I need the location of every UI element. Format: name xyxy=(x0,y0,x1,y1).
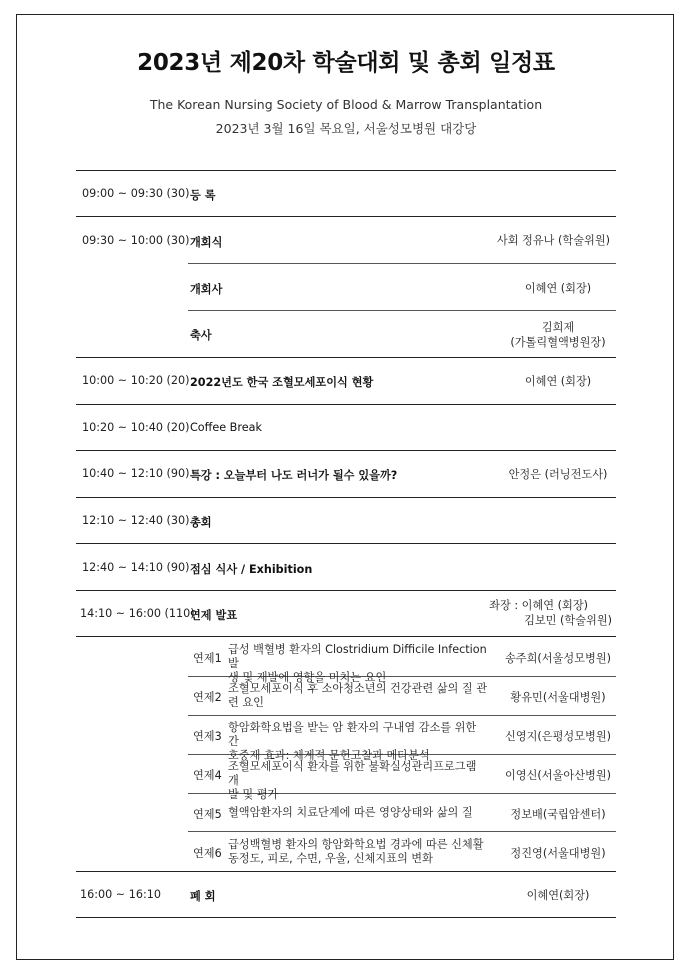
talk-speaker: 정보배(국립암센터) xyxy=(510,808,606,821)
divider xyxy=(76,917,616,918)
chair-name: 김보민 (학술위원) xyxy=(524,614,612,627)
schedule-time: 09:30 ~ 10:00 (30) xyxy=(82,234,190,247)
talk-speaker: 송주희(서울성모병원) xyxy=(505,652,611,665)
schedule-title: Coffee Break xyxy=(190,421,262,434)
talk-title: 급성 백혈병 환자의 Clostridium Difficile Infection 발 생 및 재발에 영향을 미치는 요인 xyxy=(228,643,487,684)
schedule-title: 총회 xyxy=(190,516,212,529)
schedule-time: 10:20 ~ 10:40 (20) xyxy=(82,421,190,434)
schedule-speaker: 사회 정유나 (학술위원) xyxy=(496,234,610,247)
society-name: The Korean Nursing Society of Blood & Marrow Transplantation xyxy=(149,97,543,112)
talk-speaker: 황유민(서울대병원) xyxy=(510,691,606,704)
talk-title: 조혈모세포이식 후 소아청소년의 건강관련 삶의 질 관 련 요인 xyxy=(228,682,488,709)
schedule-time: 10:40 ~ 12:10 (90) xyxy=(82,467,190,480)
talk-speaker: 정진영(서울대병원) xyxy=(510,847,606,860)
schedule-time: 09:00 ~ 09:30 (30) xyxy=(82,187,190,200)
schedule-title: 2022년도 한국 조혈모세포이식 현황 xyxy=(190,376,374,389)
talk-speaker: 이영신(서울아산병원) xyxy=(505,769,611,782)
talk-number: 연제4 xyxy=(193,769,222,782)
schedule-speaker: 이혜연(회장) xyxy=(526,889,590,902)
talk-number: 연제1 xyxy=(193,652,222,665)
schedule-title: 폐 회 xyxy=(190,890,216,903)
divider xyxy=(188,263,616,264)
divider xyxy=(76,404,616,405)
date-venue: 2023년 3월 16일 목요일, 서울성모병원 대강당 xyxy=(215,121,477,136)
talk-title: 혈액암환자의 치료단계에 따른 영양상태와 삶의 질 xyxy=(228,806,473,819)
schedule-title: 개회사 xyxy=(190,283,223,296)
divider xyxy=(188,310,616,311)
schedule-title: 특강 : 오늘부터 나도 러너가 될수 있을까? xyxy=(190,469,398,482)
talk-number: 연제2 xyxy=(193,691,222,704)
schedule-speaker: 이혜연 (회장) xyxy=(524,282,592,295)
schedule-title: 점심 식사 / Exhibition xyxy=(190,563,313,576)
schedule-title: 등 록 xyxy=(190,189,216,202)
divider xyxy=(76,170,616,171)
divider xyxy=(76,450,616,451)
page-title: 2023년 제20차 학술대회 및 총회 일정표 xyxy=(137,50,555,76)
divider xyxy=(76,590,616,591)
talk-title: 항암화학요법을 받는 암 환자의 구내염 감소를 위한 간 호중재 효과: 체계적 문헌고찰과 메타분석 xyxy=(228,721,477,762)
schedule-speaker: 김희제 xyxy=(541,321,575,334)
schedule-time: 12:40 ~ 14:10 (90) xyxy=(82,561,190,574)
divider xyxy=(188,831,616,832)
schedule-title: 개회식 xyxy=(190,236,223,249)
divider xyxy=(76,636,616,637)
talk-number: 연제3 xyxy=(193,730,222,743)
divider xyxy=(188,715,616,716)
schedule-time: 16:00 ~ 16:10 xyxy=(80,888,161,901)
schedule-time: 14:10 ~ 16:00 (110) xyxy=(80,607,195,620)
divider xyxy=(76,357,616,358)
schedule-speaker-affiliation: (가톨릭혈액병원장) xyxy=(510,336,606,349)
talk-number: 연제6 xyxy=(193,847,222,860)
schedule-speaker: 이혜연 (회장) xyxy=(524,375,592,388)
divider xyxy=(76,543,616,544)
talk-title: 조혈모세포이식 환자를 위한 불확실성관리프로그램 개 발 및 평가 xyxy=(228,760,477,801)
talk-speaker: 신영지(은평성모병원) xyxy=(505,730,611,743)
schedule-time: 10:00 ~ 10:20 (20) xyxy=(82,374,190,387)
talk-number: 연제5 xyxy=(193,808,222,821)
divider xyxy=(76,871,616,872)
divider xyxy=(76,216,616,217)
divider xyxy=(76,497,616,498)
schedule-time: 12:10 ~ 12:40 (30) xyxy=(82,514,190,527)
schedule-title: 축사 xyxy=(190,329,212,342)
talk-title: 급성백혈병 환자의 항암화학요법 경과에 따른 신체활 동정도, 피로, 수면, 우울, 신체지표의 변화 xyxy=(228,838,484,865)
schedule-title: 연제 발표 xyxy=(190,609,238,622)
schedule-speaker: 안정은 (러닝전도사) xyxy=(508,468,608,481)
chair-label: 좌장 : 이혜연 (회장) xyxy=(489,599,588,612)
